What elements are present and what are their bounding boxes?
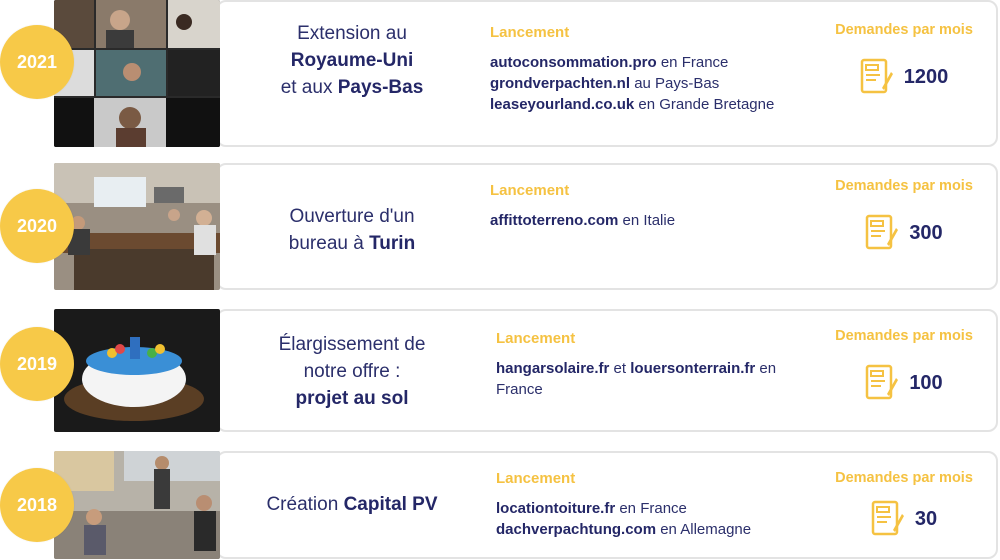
requests-block [820,178,988,252]
launch-heading: Lancement [496,470,576,487]
meeting-room-photo [54,163,220,290]
birthday-cake-photo [54,309,220,432]
launch-item: locationtoiture.fr en France [496,500,687,517]
launch-heading: Lancement [496,330,576,347]
launch-item: hangarsolaire.fr et louersonterrain.fr en France [496,360,777,398]
form-document-icon [865,364,899,402]
milestone-text: Création Capital PV [266,494,438,515]
requests-heading: Demandes par mois [835,178,973,194]
requests-value: 300 [909,221,943,244]
form-document-icon [865,214,899,252]
requests-heading: Demandes par mois [835,328,973,344]
timeline-row-2019 [0,309,1000,432]
launch-heading: Lancement [490,182,570,199]
requests-block [820,328,988,402]
launch-heading: Lancement [490,24,570,41]
year-badge: 2019 [0,327,74,401]
year-badge: 2018 [0,468,74,542]
milestone-text: Extension au Royaume-Uni et aux Pays-Bas [280,23,424,98]
requests-value: 30 [914,507,938,530]
timeline-row-2021 [0,0,1000,147]
office-team-photo [54,451,220,559]
launch-list [490,180,810,231]
launch-list [496,328,796,400]
milestone-text: Ouverture d'un bureau à Turin [288,206,416,254]
year-badge: 2021 [0,25,74,99]
timeline-row-2020 [0,163,1000,290]
milestone-text: Élargissement de notre offre : projet au sol [278,334,426,409]
launch-item: autoconsommation.pro en France [490,54,729,71]
requests-heading: Demandes par mois [835,470,973,486]
requests-block [820,470,988,538]
requests-heading: Demandes par mois [835,22,973,38]
year-badge: 2020 [0,189,74,263]
requests-block [820,22,988,96]
video-call-photo [54,0,220,147]
requests-value: 1200 [903,65,949,88]
launch-item: grondverpachten.nl au Pays-Bas [490,75,720,92]
launch-item: affittoterreno.com en Italie [490,212,676,229]
form-document-icon [871,500,905,538]
launch-item: dachverpachtung.com en Allemagne [496,521,752,538]
requests-value: 100 [909,371,943,394]
launch-list [496,468,816,540]
form-document-icon [860,58,894,96]
launch-item: leaseyourland.co.uk en Grande Bretagne [490,96,775,113]
timeline-row-2018 [0,451,1000,559]
launch-list [490,22,810,115]
